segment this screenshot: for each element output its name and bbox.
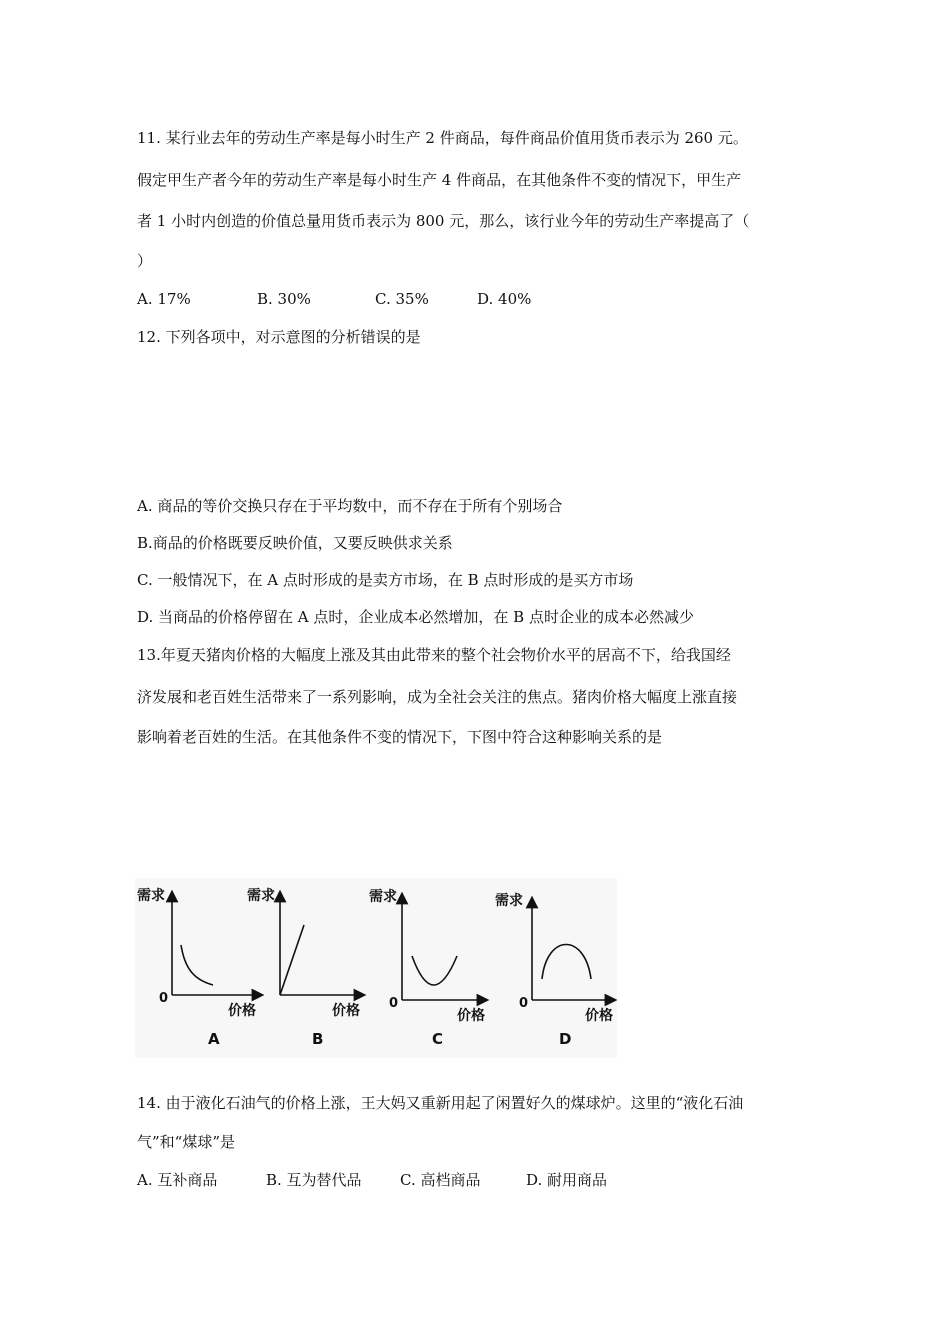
q14-option-a[interactable]: A. 互补商品 [137, 1171, 218, 1189]
q11-line-2: 假定甲生产者今年的劳动生产率是每小时生产 4 件商品，在其他条件不变的情况下，甲生产 [137, 171, 742, 189]
q11-line-3: 者 1 小时内创造的价值总量用货币表示为 800 元，那么，该行业今年的劳动生产率提高了（ [137, 212, 750, 230]
graph-d-letter: D [559, 1030, 572, 1048]
q14-options [137, 1170, 607, 1190]
q12-option-b[interactable]: B.商品的价格既要反映价值，又要反映供求关系 [137, 534, 453, 552]
q11-options [137, 289, 531, 309]
q11-option-c[interactable]: C. 35% [375, 290, 429, 308]
graph-a[interactable] [137, 887, 258, 1048]
graph-a-origin: 0 [159, 991, 169, 1006]
q12-option-d[interactable]: D. 当商品的价格停留在 A 点时，企业成本必然增加，在 B 点时企业的成本必然减少 [137, 608, 694, 626]
q14-option-d[interactable]: D. 耐用商品 [526, 1171, 608, 1189]
graph-c-x-label: 价格 [457, 1008, 485, 1024]
q13-line-1: 13.年夏天猪肉价格的大幅度上涨及其由此带来的整个社会物价水平的居高不下，给我国经 [137, 646, 731, 664]
q13-line-3: 影响着老百姓的生活。在其他条件不变的情况下，下图中符合这种影响关系的是 [137, 728, 663, 746]
q11-option-d[interactable]: D. 40% [477, 290, 532, 308]
graph-d-x-label: 价格 [585, 1008, 613, 1024]
graph-d-origin: 0 [519, 996, 529, 1011]
q11-line-4: ） [137, 252, 153, 270]
graph-d-curve [542, 945, 591, 980]
q12-option-a[interactable]: A. 商品的等价交换只存在于平均数中，而不存在于所有个别场合 [137, 497, 563, 515]
q12-option-c[interactable]: C. 一般情况下，在 A 点时形成的是卖方市场，在 B 点时形成的是买方市场 [137, 571, 634, 589]
graph-a-y-label: 需求 [137, 888, 165, 904]
graph-a-x-label: 价格 [228, 1003, 256, 1019]
graph-a-letter: A [208, 1030, 220, 1048]
graph-b[interactable] [247, 887, 360, 1048]
graph-c-y-label: 需求 [369, 889, 397, 905]
q14-option-b[interactable]: B. 互为替代品 [266, 1171, 362, 1189]
graph-d[interactable] [495, 892, 613, 1048]
q11-option-a[interactable]: A. 17% [137, 290, 191, 308]
graph-c-curve [412, 956, 457, 985]
graph-c[interactable] [369, 888, 485, 1048]
q11-option-b[interactable]: B. 30% [257, 290, 311, 308]
q13-line-2: 济发展和老百姓生活带来了一系列影响，成为全社会关注的焦点。猪肉价格大幅度上涨直接 [137, 688, 738, 706]
graph-b-letter: B [312, 1030, 324, 1048]
q14-line-1: 14. 由于液化石油气的价格上涨，王大妈又重新用起了闲置好久的煤球炉。这里的“液化石油 [137, 1094, 744, 1112]
q11-line-1: 11. 某行业去年的劳动生产率是每小时生产 2 件商品，每件商品价值用货币表示为 260 元。 [137, 129, 748, 147]
graph-d-y-label: 需求 [495, 893, 523, 909]
q14-option-c[interactable]: C. 高档商品 [400, 1171, 481, 1189]
graph-b-y-label: 需求 [247, 888, 275, 904]
graph-c-origin: 0 [389, 996, 399, 1011]
graph-a-curve [181, 945, 213, 985]
graph-c-letter: C [432, 1030, 444, 1048]
graph-b-x-label: 价格 [332, 1003, 360, 1019]
graphs-svg [135, 878, 617, 1058]
q12-stem: 12. 下列各项中，对示意图的分析错误的是 [137, 328, 421, 346]
q14-line-2: 气”和“煤球”是 [137, 1133, 236, 1151]
demand-price-graphs-figure [135, 878, 617, 1058]
graph-b-curve [280, 925, 304, 995]
